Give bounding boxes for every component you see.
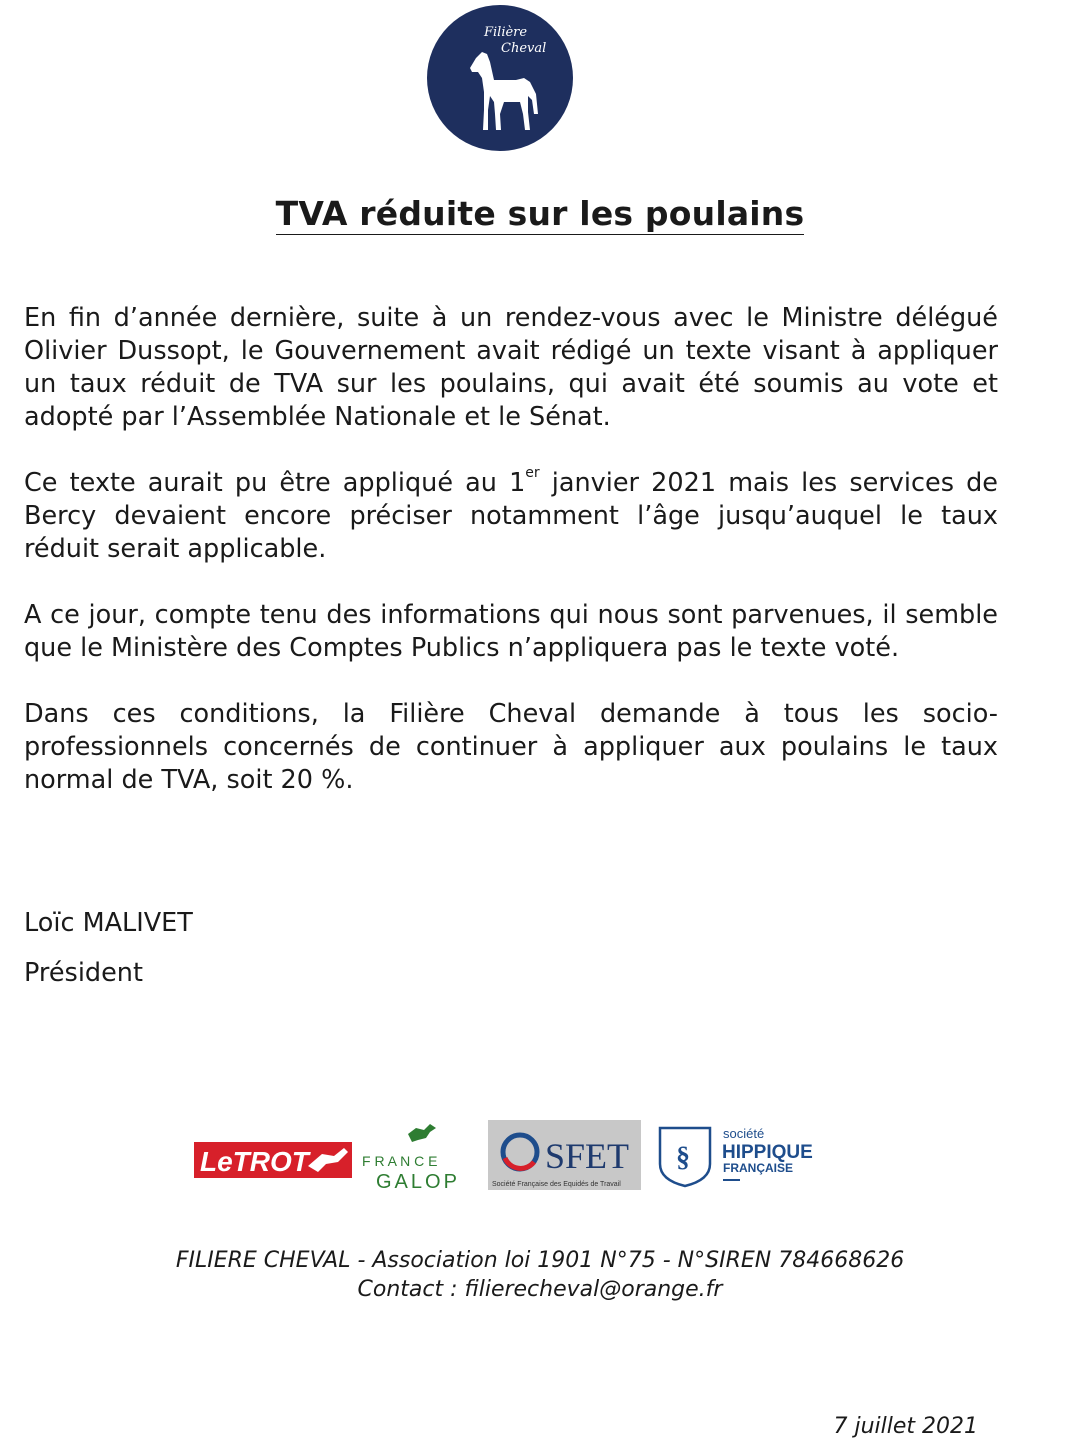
letter-date: 7 juillet 2021 — [833, 1414, 978, 1439]
paragraph-3: A ce jour, compte tenu des informations qui nous sont parvenues, il semble que le Ministère des Comptes Publics n’appliquera pas le texte voté. — [24, 600, 998, 663]
letrot-text: LeTROT — [200, 1146, 309, 1177]
svg-text:§: § — [676, 1142, 690, 1173]
paragraph-2-start: Ce texte aurait pu être appliqué au 1 — [24, 468, 526, 498]
galop-text: GALOP — [376, 1171, 460, 1193]
logo-text-cheval: Cheval — [501, 41, 547, 56]
paragraph-4: Dans ces conditions, la Filière Cheval demande à tous les socio-professionnels concernés de continuer à appliquer aux poulains le taux normal de TVA, soit 20 %. — [24, 699, 998, 795]
signature-name: Loïc MALIVET — [24, 908, 193, 938]
footer-association: FILIERE CHEVAL - Association loi 1901 N°75 - N°SIREN 784668626 — [175, 1248, 905, 1273]
shf-logo — [660, 1126, 813, 1186]
france-text: F R A N C E — [362, 1153, 438, 1169]
horse-logo-icon — [424, 2, 576, 154]
logo-text-filiere: Filière — [484, 25, 528, 40]
sfet-subtitle: Société Française des Equidés de Travail — [492, 1181, 621, 1188]
shf-francaise-text: FRANÇAISE — [723, 1161, 794, 1175]
france-galop-logo — [362, 1124, 460, 1193]
title-text: TVA réduite sur les poulains — [275, 194, 805, 233]
signature-role: Président — [24, 958, 143, 988]
filiere-cheval-logo — [424, 2, 576, 154]
shf-hippique-text: HIPPIQUE — [722, 1142, 813, 1163]
letter-body — [24, 302, 998, 830]
paragraph-2-superscript: er — [525, 465, 540, 481]
paragraph-1: En fin d’année dernière, suite à un rendez-vous avec le Ministre délégué Olivier Dussopt, le Gouvernement avait rédigé un texte visant à appliquer un taux réduit de TVA sur les poulains, qui avait été soumis au vote et adopté par l’Assemblée Nationale et le Sénat. — [24, 303, 998, 432]
letrot-logo — [194, 1142, 352, 1178]
galloping-horse-icon — [408, 1124, 436, 1142]
page-title — [0, 194, 1080, 233]
paragraph-2-end: janvier 2021 mais les services de Bercy devaient encore préciser notamment l’âge jusqu’auquel le taux réduit serait applicable. — [24, 468, 998, 564]
sfet-text: SFET — [545, 1136, 630, 1176]
sfet-logo — [488, 1120, 641, 1190]
footer — [0, 1246, 1080, 1304]
shf-societe-text: société — [723, 1126, 765, 1141]
partner-logos — [0, 1118, 1080, 1198]
paragraph-2 — [24, 467, 998, 566]
footer-contact: Contact : filierecheval@orange.fr — [357, 1277, 723, 1302]
